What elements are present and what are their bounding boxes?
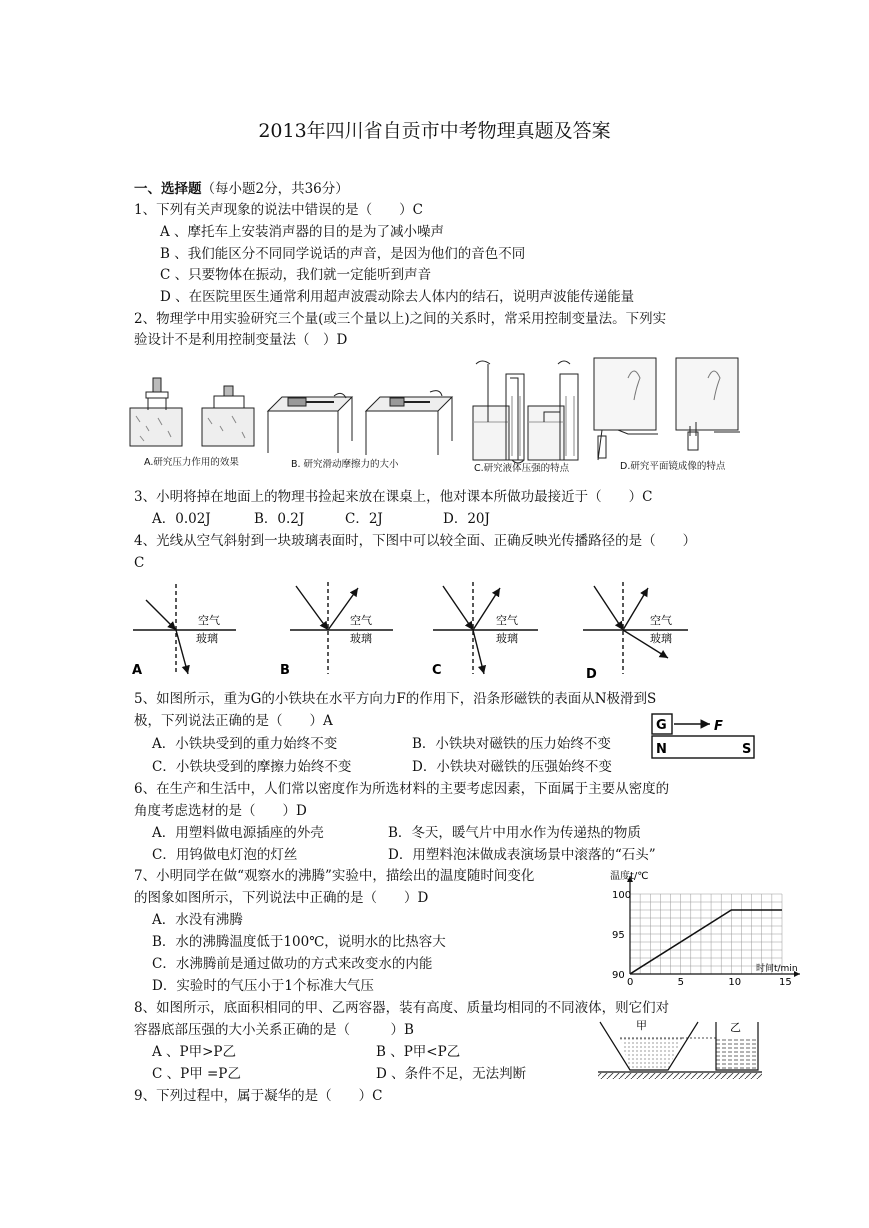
q2-fig-a-sponges [130,378,254,446]
q4-figure [128,578,708,682]
q9-stem: 9、下列过程中，属于凝华的是（ ）C [134,1088,383,1104]
q5-n-label: N [656,742,667,757]
q2-stem-line1: 2、物理学中用实验研究三个量(或三个量以上)之间的关系时，常采用控制变量法。下列实 [134,311,667,327]
q2-fig-d-mirror [594,358,740,460]
q3-stem: 3、小明将掉在地面上的物理书捡起来放在课桌上，他对课本所做功最接近于（ ）C [134,489,653,505]
section-note: （每小题2分，共36分） [201,181,349,197]
q8-option-b: B 、P甲<P乙 [376,1044,461,1060]
chart-y-tick-label: 95 [612,930,625,941]
q8-containers-figure [596,1018,764,1080]
q4-stem-line1: 4、光线从空气斜射到一块玻璃表面时，下图中可以较全面、正确反映光传播路径的是（ ） [134,533,697,549]
q5-magnet-figure [648,712,760,762]
q6-option-b: B．冬天，暖气片中用水作为传递热的物质 [388,825,641,841]
q7-option-d: D．实验时的气压小于1个标准大气压 [152,978,374,994]
q2-fig-b-friction [268,391,452,455]
chart-y-tick-label: 100 [612,890,632,901]
q4-label-c: C [432,663,442,678]
q4-d-glass-label: 玻璃 [650,632,672,645]
q4-diagram-c [433,582,538,674]
q1-option-b: B 、我们能区分不同同学说话的声音，是因为他们的音色不同 [160,246,526,262]
q5-f-label: F [714,719,723,734]
chart-x-tick-label: 15 [779,977,792,986]
chart-grid [630,894,782,974]
q6-stem-line1: 6、在生产和生活中，人们常以密度作为所选材料的主要考虑因素，下面属于主要从密度的 [134,781,670,797]
q4-label-b: B [280,663,290,678]
q7-stem-line2: 的图象如图所示，下列说法中正确的是（ ）D [134,890,429,906]
q8-yi-label: 乙 [730,1021,741,1034]
q3-option-a: A．0.02J [152,511,211,527]
q5-g-label: G [656,718,667,733]
q4-label-a: A [132,663,143,678]
section-label: 一、选择题 [134,181,202,197]
q4-a-air-label: 空气 [198,614,220,627]
q4-stem-line2: C [134,555,145,571]
q8-stem-line2: 容器底部压强的大小关系正确的是（ ）B [134,1022,414,1038]
q5-option-a: A．小铁块受到的重力始终不变 [152,736,338,752]
q4-d-air-label: 空气 [650,614,672,627]
q6-stem-line2: 角度考虑选材的是（ ）D [134,803,307,819]
chart-x-tick-label: 5 [677,977,685,986]
q4-c-glass-label: 玻璃 [496,632,518,645]
q7-temperature-chart [596,868,810,986]
q2-stem-line2: 验设计不是利用控制变量法（ ）D [134,332,348,348]
q7-option-c: C．水沸腾前是通过做功的方式来改变水的内能 [152,956,433,972]
q1-option-c: C 、只要物体在振动，我们就一定能听到声音 [160,267,432,283]
q5-option-c: C．小铁块受到的摩擦力始终不变 [152,759,352,775]
q5-option-d: D．小铁块对磁铁的压强始终不变 [412,759,612,775]
q5-option-b: B．小铁块对磁铁的压力始终不变 [412,736,611,752]
q4-a-glass-label: 玻璃 [196,632,218,645]
q7-stem-line1: 7、小明同学在做“观察水的沸腾”实验中，描绘出的温度随时间变化 [134,868,535,884]
q6-option-c: C．用钨做电灯泡的灯丝 [152,847,298,863]
q6-option-a: A．用塑料做电源插座的外壳 [152,825,324,841]
q2-caption-a: A.研究压力作用的效果 [144,457,239,468]
chart-x-axis-label: 时间t/min [756,964,798,974]
q8-jia-label: 甲 [636,1019,647,1032]
q8-jia-liquid [620,1038,682,1070]
q4-b-glass-label: 玻璃 [350,632,372,645]
q2-caption-c: C.研究液体压强的特点 [474,463,570,474]
section-heading [134,180,349,198]
q4-diagram-a [133,584,236,674]
q3-option-b: B．0.2J [254,511,305,527]
q5-bar-magnet [652,736,754,758]
q1-option-a: A 、摩托车上安装消声器的目的是为了减小噪声 [160,224,445,240]
q4-c-air-label: 空气 [496,614,518,627]
q5-stem-line2: 极，下列说法正确的是（ ）A [134,713,333,729]
q8-option-c: C 、P甲 =P乙 [152,1066,241,1082]
q6-option-d: D．用塑料泡沫做成表演场景中滚落的“石头” [388,847,656,863]
chart-y-axis-label: 温度t/℃ [610,871,649,882]
q4-b-air-label: 空气 [350,614,372,627]
chart-x-tick-label: 10 [728,977,742,986]
q5-stem-line1: 5、如图所示，重为G的小铁块在水平方向力F的作用下，沿条形磁铁的表面从N极滑到S [134,691,657,707]
q8-stem-line1: 8、如图所示，底面积相同的甲、乙两容器，装有高度、质量均相同的不同液体，则它们对 [134,1000,670,1016]
q1-option-d: D 、在医院里医生通常利用超声波震动除去人体内的结石，说明声波能传递能量 [160,289,635,305]
chart-axes [627,876,800,977]
q1-stem: 1、下列有关声现象的说法中错误的是（ ）C [134,202,423,218]
q2-caption-b: B. 研究滑动摩擦力的大小 [291,459,399,470]
chart-y-tick-label: 90 [612,970,625,981]
q3-option-c: C．2J [345,511,383,527]
q8-option-a: A 、P甲>P乙 [152,1044,237,1060]
q4-label-d: D [586,667,597,682]
q4-diagram-b [290,582,393,674]
q7-option-b: B．水的沸腾温度低于100℃，说明水的比热容大 [152,934,446,950]
q8-option-d: D 、条件不足，无法判断 [376,1066,527,1082]
q4-diagram-d [583,582,688,674]
q8-yi-liquid [716,1038,758,1070]
page-title: 2013年四川省自贡市中考物理真题及答案 [258,120,611,142]
chart-x-tick-label: 0 [627,977,634,986]
q2-caption-d: D.研究平面镜成像的特点 [620,461,726,472]
q2-fig-c-pressure [473,361,578,463]
q7-option-a: A．水没有沸腾 [152,912,243,928]
q3-option-d: D．20J [443,511,490,527]
q5-s-label: S [742,742,752,757]
